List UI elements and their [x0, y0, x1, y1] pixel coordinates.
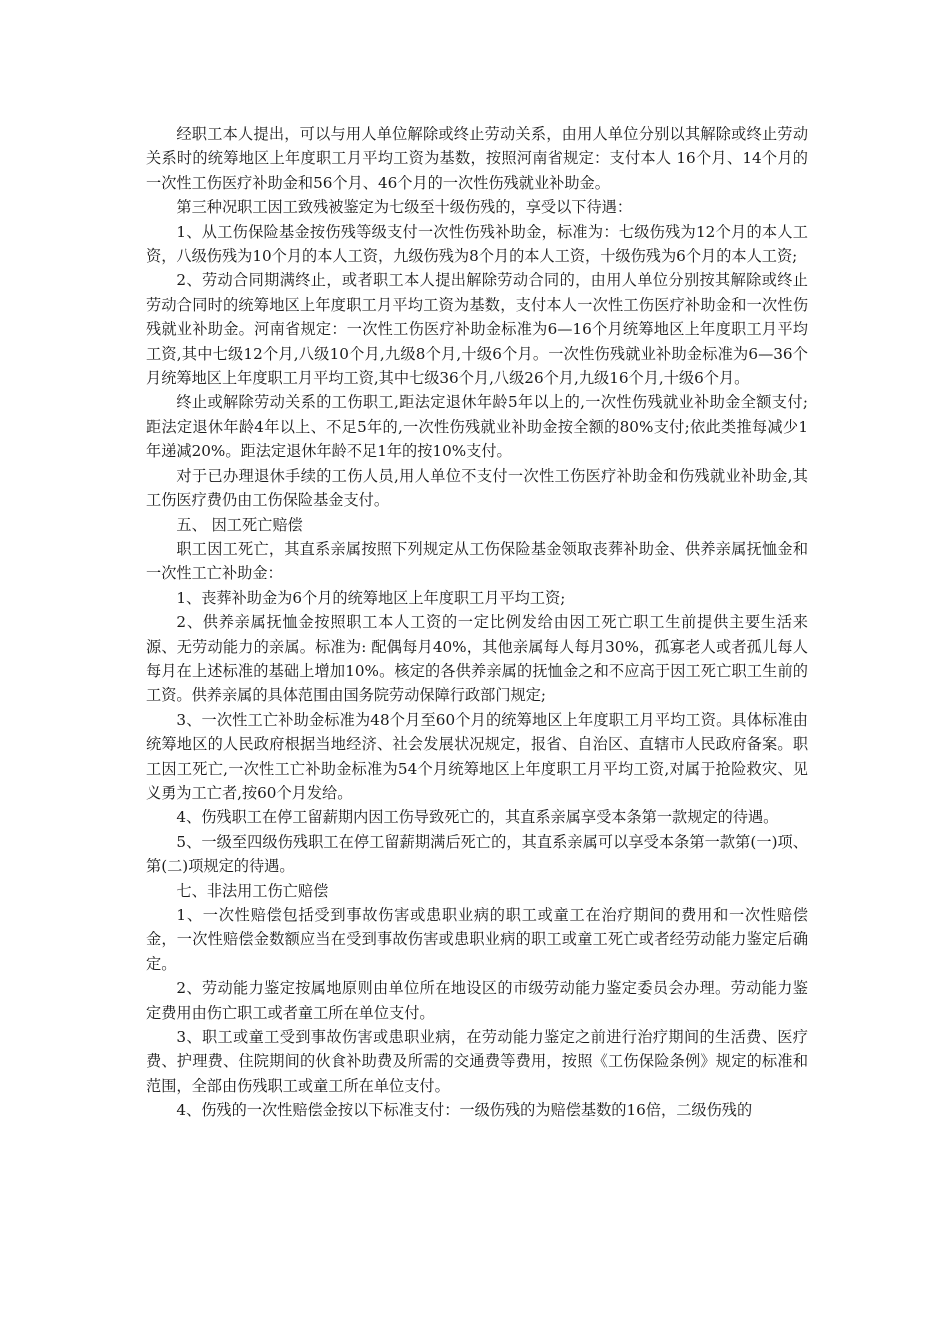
paragraph-2: 第三种况职工因工致残被鉴定为七级至十级伤残的，享受以下待遇： — [176, 198, 633, 217]
section-heading-5: 五、 因工死亡赔偿 — [176, 515, 303, 534]
paragraph-9: 1、丧葬补助金为6个月的统筹地区上年度职工月平均工资; — [176, 588, 566, 607]
paragraph-1: 经职工本人提出，可以与用人单位解除或终止劳动关系，由用人单位分别以其解除或终止劳动关系时的统筹地区上年度职工月平均工资为基数，按照河南省规定：支付本人 16个月、14个月的一次性工伤医疗补助金和56个月、46个月的一次性伤残就业补助金。 — [146, 125, 808, 192]
paragraph-6: 对于已办理退休手续的工伤人员,用人单位不支付一次性工伤医疗补助金和伤残就业补助金,其工伤医疗费仍由工伤保险基金支付。 — [146, 466, 808, 510]
paragraph-12: 4、伤残职工在停工留薪期内因工伤导致死亡的，其直系亲属享受本条第一款规定的待遇。 — [176, 808, 779, 827]
document-body — [146, 122, 808, 1123]
paragraph-5: 终止或解除劳动关系的工伤职工,距法定退休年龄5年以上的,一次性伤残就业补助金全额支付;距法定退休年龄4年以上、不足5年的,一次性伤残就业补助金按全额的80%支付;依此类推每减少1年递减20%。距法定退休年龄不足1年的按10%支付。 — [146, 393, 808, 461]
section-heading-7: 七、非法用工伤亡赔偿 — [176, 881, 329, 900]
paragraph-11: 3、一次性工亡补助金标准为48个月至60个月的统筹地区上年度职工月平均工资。具体标准由统筹地区的人民政府根据当地经济、社会发展状况规定，报省、自治区、直辖市人民政府备案。职工因工死亡,一次性工亡补助金标准为54个月统筹地区上年度职工月平均工资,对属于抢险救灾、见义勇为工亡者,按60个月发给。 — [146, 710, 808, 802]
paragraph-13: 5、一级至四级伤残职工在停工留薪期满后死亡的，其直系亲属可以享受本条第一款第(一)项、第(二)项规定的待遇。 — [146, 832, 808, 876]
paragraph-4: 2、劳动合同期满终止，或者职工本人提出解除劳动合同的，由用人单位分别按其解除或终止劳动合同时的统筹地区上年度职工月平均工资为基数，支付本人一次性工伤医疗补助金和一次性伤残就业补助金。河南省规定：一次性工伤医疗补助金标准为6—16个月统筹地区上年度职工月平均工资,其中七级12个月,八级10个月,九级8个月,十级6个月。一次性伤残就业补助金标准为6—36个月统筹地区上年度职工月平均工资,其中七级36个月,八级26个月,九级16个月,十级6个月。 — [146, 271, 808, 388]
paragraph-3: 1、从工伤保险基金按伤残等级支付一次性伤残补助金，标准为：七级伤残为12个月的本人工资，八级伤残为10个月的本人工资，九级伤残为8个月的本人工资，十级伤残为6个月的本人工资; — [146, 222, 808, 266]
paragraph-18: 4、伤残的一次性赔偿金按以下标准支付：一级伤残的为赔偿基数的16倍，二级伤残的 — [176, 1101, 753, 1120]
paragraph-8: 职工因工死亡，其直系亲属按照下列规定从工伤保险基金领取丧葬补助金、供养亲属抚恤金和一次性工亡补助金： — [146, 539, 808, 583]
paragraph-10: 2、供养亲属抚恤金按照职工本人工资的一定比例发给由因工死亡职工生前提供主要生活来源、无劳动能力的亲属。标准为: 配偶每月40%，其他亲属每人每月30%，孤寡老人或者孤儿每人每月在上述标准的基础上增加10%。核定的各供养亲属的抚恤金之和不应高于因工死亡职工生前的工资。供养亲属的具体范围由国务院劳动保障行政部门规定; — [146, 613, 808, 705]
paragraph-16: 2、劳动能力鉴定按属地原则由单位所在地设区的市级劳动能力鉴定委员会办理。劳动能力鉴定费用由伤亡职工或者童工所在单位支付。 — [146, 979, 808, 1022]
paragraph-15: 1、一次性赔偿包括受到事故伤害或患职业病的职工或童工在治疗期间的费用和一次性赔偿金，一次性赔偿金数额应当在受到事故伤害或患职业病的职工或童工死亡或者经劳动能力鉴定后确定。 — [146, 906, 808, 973]
paragraph-17: 3、职工或童工受到事故伤害或患职业病，在劳动能力鉴定之前进行治疗期间的生活费、医疗费、护理费、住院期间的伙食补助费及所需的交通费等费用，按照《工伤保险条例》规定的标准和范围，全部由伤残职工或童工所在单位支付。 — [146, 1028, 808, 1095]
